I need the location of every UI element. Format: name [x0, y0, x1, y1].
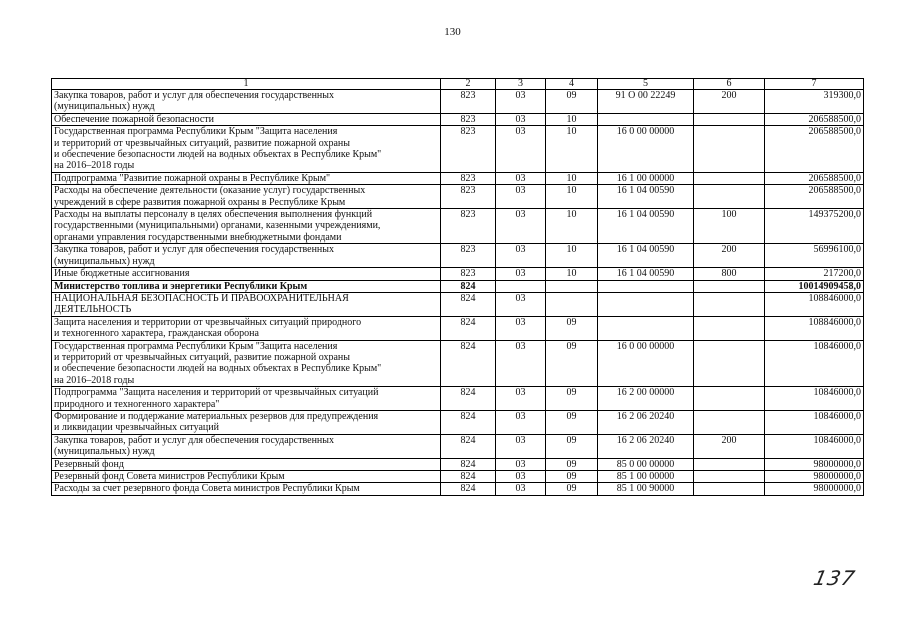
code-cell — [694, 126, 765, 173]
amount-cell: 10846000,0 — [765, 410, 864, 434]
code-cell — [694, 113, 765, 125]
code-cell: 10 — [546, 126, 598, 173]
code-cell: 09 — [546, 387, 598, 411]
table-row — [52, 471, 864, 483]
table-row — [52, 113, 864, 125]
code-cell: 10 — [546, 185, 598, 209]
code-cell: 824 — [441, 387, 496, 411]
code-cell: 824 — [441, 434, 496, 458]
code-cell: 16 1 00 00000 — [598, 172, 694, 184]
code-cell — [546, 280, 598, 292]
code-cell: 824 — [441, 471, 496, 483]
code-cell: 200 — [694, 434, 765, 458]
code-cell: 824 — [441, 316, 496, 340]
amount-cell: 10846000,0 — [765, 387, 864, 411]
code-cell: 16 1 04 00590 — [598, 209, 694, 244]
code-cell: 823 — [441, 209, 496, 244]
code-cell — [598, 113, 694, 125]
table-row — [52, 90, 864, 114]
code-cell: 823 — [441, 244, 496, 268]
code-cell: 824 — [441, 458, 496, 470]
code-cell: 03 — [496, 209, 546, 244]
code-cell: 16 1 04 00590 — [598, 244, 694, 268]
code-cell: 03 — [496, 483, 546, 495]
code-cell: 85 0 00 00000 — [598, 458, 694, 470]
code-cell: 85 1 00 90000 — [598, 483, 694, 495]
code-cell: 16 0 00 00000 — [598, 126, 694, 173]
table-row — [52, 292, 864, 316]
column-header: 4 — [546, 79, 598, 90]
row-name-cell: Государственная программа Республики Крым "Защита населения и территорий от чрезвычайных ситуаций, развитие пожарной охраны и обеспечение безопасности людей на водных объектах в Республике Крым" на 2016–2018 годы — [52, 126, 441, 173]
code-cell: 09 — [546, 340, 598, 387]
code-cell — [694, 410, 765, 434]
code-cell: 823 — [441, 185, 496, 209]
code-cell: 10 — [546, 244, 598, 268]
code-cell: 09 — [546, 458, 598, 470]
code-cell: 03 — [496, 268, 546, 280]
code-cell — [694, 471, 765, 483]
amount-cell: 217200,0 — [765, 268, 864, 280]
code-cell: 200 — [694, 90, 765, 114]
amount-cell: 98000000,0 — [765, 458, 864, 470]
row-name-cell: Закупка товаров, работ и услуг для обеспечения государственных (муниципальных) нужд — [52, 90, 441, 114]
amount-cell: 319300,0 — [765, 90, 864, 114]
amount-cell: 10846000,0 — [765, 434, 864, 458]
code-cell — [598, 316, 694, 340]
code-cell: 16 0 00 00000 — [598, 340, 694, 387]
code-cell: 824 — [441, 292, 496, 316]
table-row — [52, 316, 864, 340]
page-number: 130 — [444, 26, 461, 38]
amount-cell: 56996100,0 — [765, 244, 864, 268]
code-cell — [598, 292, 694, 316]
code-cell: 91 О 00 22249 — [598, 90, 694, 114]
code-cell — [496, 280, 546, 292]
code-cell — [694, 316, 765, 340]
row-name-cell: Резервный фонд Совета министров Республики Крым — [52, 471, 441, 483]
column-header: 5 — [598, 79, 694, 90]
row-name-cell: Расходы за счет резервного фонда Совета министров Республики Крым — [52, 483, 441, 495]
code-cell: 10 — [546, 113, 598, 125]
code-cell: 823 — [441, 90, 496, 114]
table-row — [52, 434, 864, 458]
code-cell: 03 — [496, 292, 546, 316]
code-cell: 823 — [441, 126, 496, 173]
code-cell: 824 — [441, 410, 496, 434]
row-name-cell: Подпрограмма "Защита населения и территорий от чрезвычайных ситуаций природного и техногенного характера" — [52, 387, 441, 411]
code-cell: 823 — [441, 113, 496, 125]
code-cell: 03 — [496, 387, 546, 411]
column-header: 1 — [52, 79, 441, 90]
amount-cell: 206588500,0 — [765, 113, 864, 125]
table-row — [52, 209, 864, 244]
table-row — [52, 483, 864, 495]
code-cell — [546, 292, 598, 316]
code-cell — [694, 458, 765, 470]
code-cell: 10 — [546, 209, 598, 244]
amount-cell: 206588500,0 — [765, 172, 864, 184]
code-cell: 09 — [546, 410, 598, 434]
amount-cell: 149375200,0 — [765, 209, 864, 244]
table-row — [52, 458, 864, 470]
row-name-cell: Иные бюджетные ассигнования — [52, 268, 441, 280]
code-cell: 824 — [441, 340, 496, 387]
code-cell: 03 — [496, 113, 546, 125]
code-cell: 09 — [546, 471, 598, 483]
code-cell — [694, 172, 765, 184]
code-cell: 03 — [496, 244, 546, 268]
code-cell — [694, 292, 765, 316]
code-cell: 09 — [546, 483, 598, 495]
table-row — [52, 387, 864, 411]
code-cell: 16 1 04 00590 — [598, 185, 694, 209]
code-cell: 823 — [441, 268, 496, 280]
code-cell — [694, 340, 765, 387]
code-cell — [694, 483, 765, 495]
code-cell: 100 — [694, 209, 765, 244]
column-header: 3 — [496, 79, 546, 90]
amount-cell: 206588500,0 — [765, 126, 864, 173]
table-body — [52, 90, 864, 496]
code-cell: 10 — [546, 172, 598, 184]
amount-cell: 206588500,0 — [765, 185, 864, 209]
row-name-cell: Расходы на обеспечение деятельности (оказание услуг) государственных учреждений в сфере развития пожарной охраны в Республике Крым — [52, 185, 441, 209]
code-cell: 16 2 00 00000 — [598, 387, 694, 411]
table-header-row — [52, 79, 864, 90]
amount-cell: 10014909458,0 — [765, 280, 864, 292]
code-cell: 03 — [496, 90, 546, 114]
column-header: 2 — [441, 79, 496, 90]
column-header: 6 — [694, 79, 765, 90]
row-name-cell: Закупка товаров, работ и услуг для обеспечения государственных (муниципальных) нужд — [52, 244, 441, 268]
code-cell: 03 — [496, 471, 546, 483]
code-cell: 03 — [496, 316, 546, 340]
code-cell: 03 — [496, 458, 546, 470]
code-cell: 200 — [694, 244, 765, 268]
row-name-cell: Резервный фонд — [52, 458, 441, 470]
code-cell — [694, 185, 765, 209]
column-header: 7 — [765, 79, 864, 90]
code-cell: 10 — [546, 268, 598, 280]
code-cell: 03 — [496, 172, 546, 184]
table-row — [52, 172, 864, 184]
row-name-cell: Обеспечение пожарной безопасности — [52, 113, 441, 125]
amount-cell: 10846000,0 — [765, 340, 864, 387]
code-cell: 16 2 06 20240 — [598, 410, 694, 434]
amount-cell: 98000000,0 — [765, 471, 864, 483]
handwritten-page-mark: 137 — [811, 566, 858, 590]
table-row — [52, 185, 864, 209]
code-cell: 09 — [546, 434, 598, 458]
amount-cell: 108846000,0 — [765, 316, 864, 340]
row-name-cell: Государственная программа Республики Крым "Защита населения и территорий от чрезвычайных ситуаций, развитие пожарной охраны и обеспечение безопасности людей на водных объектах в Республике Крым" на 2016–2018 годы — [52, 340, 441, 387]
code-cell: 16 1 04 00590 — [598, 268, 694, 280]
code-cell: 03 — [496, 126, 546, 173]
code-cell: 03 — [496, 410, 546, 434]
code-cell: 03 — [496, 340, 546, 387]
code-cell: 800 — [694, 268, 765, 280]
table-row — [52, 410, 864, 434]
code-cell: 09 — [546, 316, 598, 340]
table-row — [52, 126, 864, 173]
row-name-cell: Закупка товаров, работ и услуг для обеспечения государственных (муниципальных) нужд — [52, 434, 441, 458]
row-name-cell: Подпрограмма "Развитие пожарной охраны в Республике Крым" — [52, 172, 441, 184]
code-cell: 16 2 06 20240 — [598, 434, 694, 458]
code-cell: 824 — [441, 483, 496, 495]
amount-cell: 108846000,0 — [765, 292, 864, 316]
amount-cell: 98000000,0 — [765, 483, 864, 495]
row-name-cell: Расходы на выплаты персоналу в целях обеспечения выполнения функций государственными (муниципальными) органами, казенными учреждениями, органами управления государственными внебюджетными фондами — [52, 209, 441, 244]
row-name-cell: Формирование и поддержание материальных резервов для предупреждения и ликвидации чрезвычайных ситуаций — [52, 410, 441, 434]
budget-table — [51, 78, 864, 496]
code-cell — [694, 387, 765, 411]
row-name-cell: Министерство топлива и энергетики Республики Крым — [52, 280, 441, 292]
code-cell: 09 — [546, 90, 598, 114]
code-cell: 85 1 00 00000 — [598, 471, 694, 483]
code-cell: 824 — [441, 280, 496, 292]
row-name-cell: НАЦИОНАЛЬНАЯ БЕЗОПАСНОСТЬ И ПРАВООХРАНИТЕЛЬНАЯ ДЕЯТЕЛЬНОСТЬ — [52, 292, 441, 316]
code-cell — [694, 280, 765, 292]
code-cell: 03 — [496, 434, 546, 458]
code-cell: 823 — [441, 172, 496, 184]
table-row — [52, 340, 864, 387]
code-cell: 03 — [496, 185, 546, 209]
table-row — [52, 244, 864, 268]
table-row — [52, 268, 864, 280]
row-name-cell: Защита населения и территории от чрезвычайных ситуаций природного и техногенного характера, гражданская оборона — [52, 316, 441, 340]
code-cell — [598, 280, 694, 292]
table-row — [52, 280, 864, 292]
